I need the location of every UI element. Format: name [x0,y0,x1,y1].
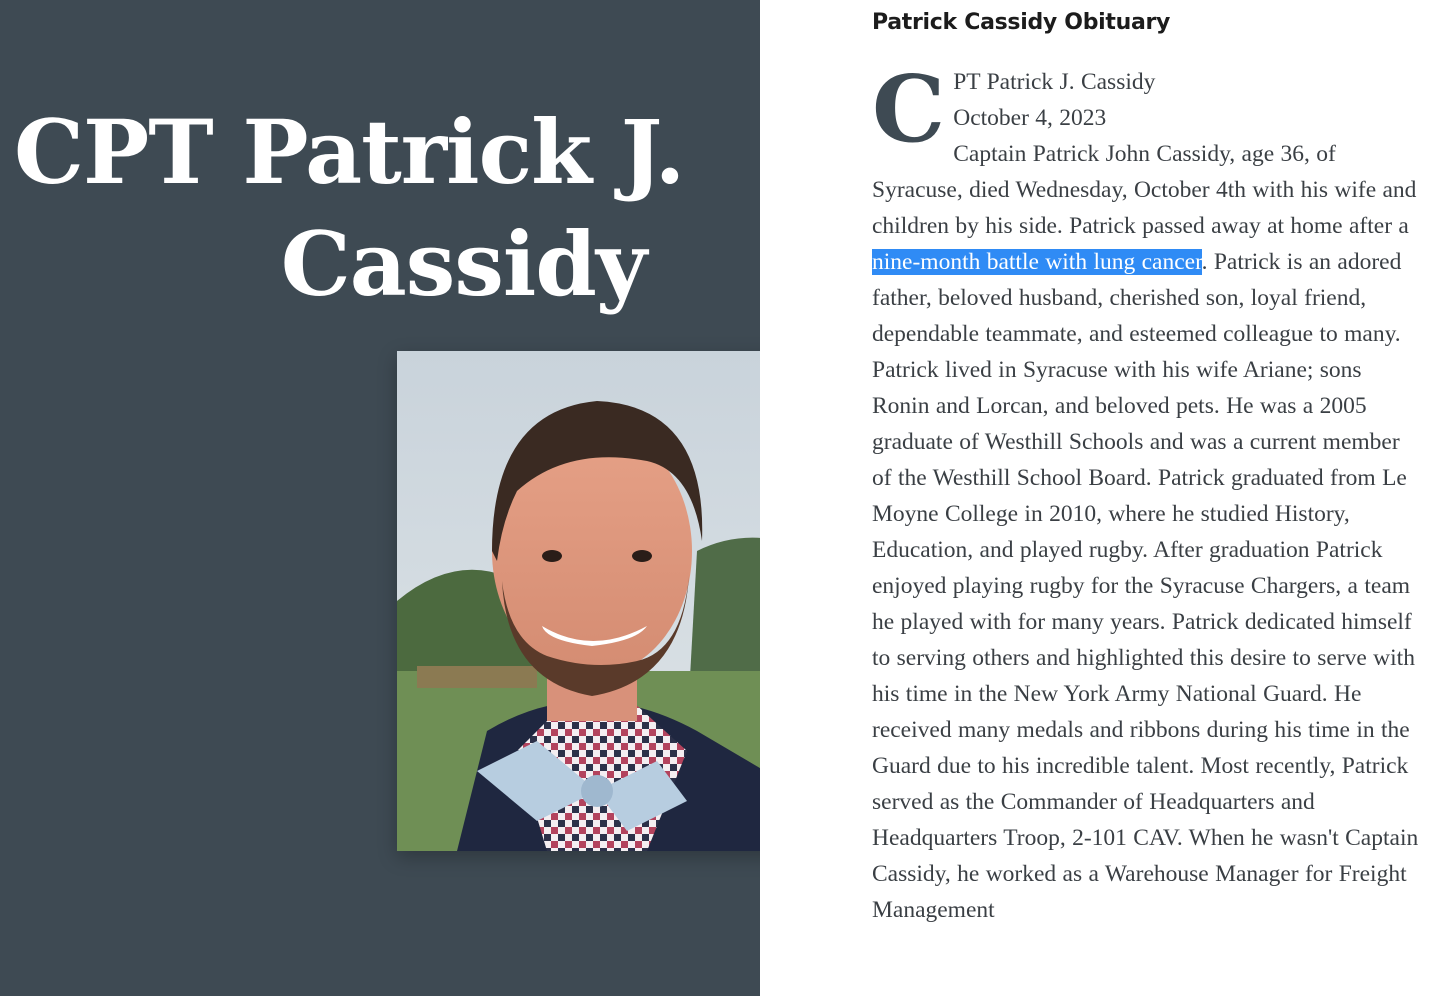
drop-cap: C [872,55,946,163]
obituary-heading: Patrick Cassidy Obituary [872,10,1171,35]
paragraph-1-end: . Patrick is an adored father, beloved husband, cherished son, loyal friend, dependable teammate, and esteemed colleague to many. [872,249,1402,347]
hero-name-line2: Cassidy [280,212,646,316]
obituary-content [760,0,1437,996]
obituary-paragraph-2: Patrick lived in Syracuse with his wife Ariane; sons Ronin and Lorcan, and beloved pets. He was a 2005 graduate of Westhill Schools and was a current member of the Westhill School Board. Patrick graduated from Le Moyne College in 2010, where he studied History, Education, and played rugby. After graduation Patrick enjoyed playing rugby for the Syracuse Chargers, a team he played with for many years. Patrick dedicated himself to serving others and highlighted this desire to serve with his time in the New York Army National Guard. He received many medals and ribbons during his time in the Guard due to his incredible talent. Most recently, Patrick served as the Commander of Headquarters and Headquarters Troop, 2-101 CAV. When he wasn't Captain Cassidy, he worked as a Warehouse Manager for Freight Management [872,357,1419,923]
hero-name [14,96,685,320]
portrait-photo [397,351,782,851]
obituary-title-line: PT Patrick J. Cassidy [953,69,1156,95]
obituary-date: October 4, 2023 [953,105,1107,131]
obituary-body [872,55,1424,928]
selected-text-highlight[interactable]: nine-month battle with lung cancer [872,249,1202,275]
hero-name-line1: CPT Patrick J. [14,100,685,204]
obituary-paragraph-1 [872,136,1424,352]
paragraph-1-start: Captain Patrick John Cassidy, age 36, of Syracuse, died Wednesday, October 4th with his wife and children by his side. Patrick passed away at home after a [872,141,1417,239]
